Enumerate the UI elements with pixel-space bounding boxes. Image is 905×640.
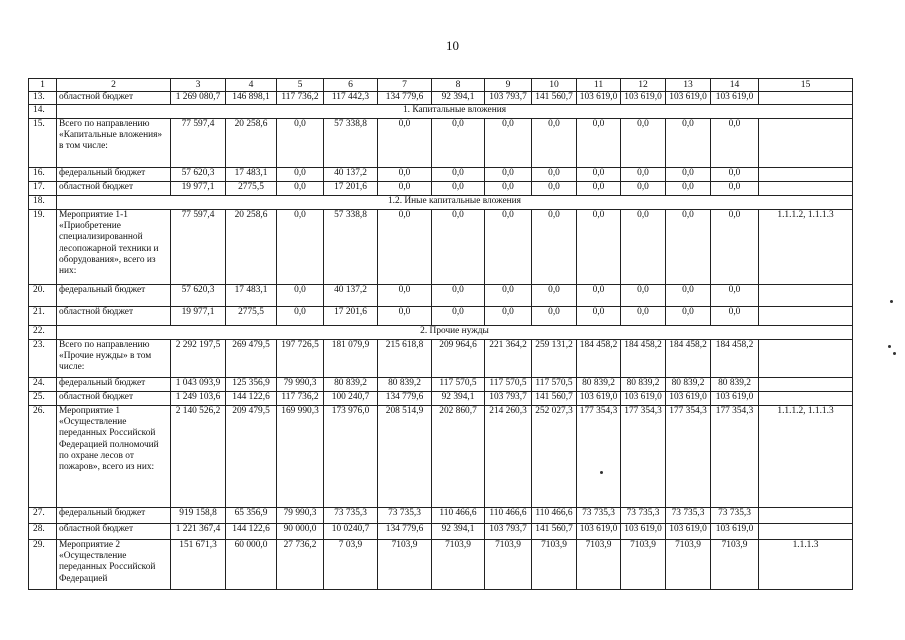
row-number: 23. (29, 340, 57, 378)
amount-cell: 0,0 (577, 168, 621, 182)
amount-cell: 221 364,2 (485, 340, 532, 378)
amount-cell: 117 570,5 (485, 378, 532, 392)
indicator-ref: 1.1.1.2, 1.1.1.3 (759, 210, 853, 285)
amount-cell: 209 479,5 (226, 406, 277, 508)
indicator-ref (759, 378, 853, 392)
amount-cell: 0,0 (621, 168, 666, 182)
amount-cell: 214 260,3 (485, 406, 532, 508)
column-header: 7 (378, 79, 432, 92)
amount-cell: 7103,9 (532, 540, 577, 590)
scan-speck (600, 471, 603, 474)
amount-cell: 2775,5 (226, 182, 277, 196)
amount-cell: 141 560,7 (532, 92, 577, 105)
amount-cell: 1 221 367,4 (171, 524, 226, 540)
amount-cell: 0,0 (711, 182, 759, 196)
amount-cell: 151 671,3 (171, 540, 226, 590)
amount-cell: 19 977,1 (171, 307, 226, 326)
amount-cell: 0,0 (432, 168, 485, 182)
indicator-ref (759, 92, 853, 105)
amount-cell: 110 466,6 (532, 508, 577, 524)
amount-cell: 0,0 (577, 182, 621, 196)
amount-cell: 103 619,0 (577, 524, 621, 540)
table-row (29, 540, 853, 590)
amount-cell: 79 990,3 (277, 378, 324, 392)
amount-cell: 177 354,3 (577, 406, 621, 508)
indicator-ref: 1.1.1.3 (759, 540, 853, 590)
section-title: 1.2. Иные капитальные вложения (57, 196, 853, 210)
row-name: федеральный бюджет (57, 285, 171, 307)
row-number: 25. (29, 392, 57, 406)
amount-cell: 146 898,1 (226, 92, 277, 105)
column-header: 13 (666, 79, 711, 92)
amount-cell: 169 990,3 (277, 406, 324, 508)
indicator-ref (759, 168, 853, 182)
amount-cell: 117 570,5 (432, 378, 485, 392)
amount-cell: 134 779,6 (378, 92, 432, 105)
amount-cell: 269 479,5 (226, 340, 277, 378)
amount-cell: 0,0 (432, 119, 485, 168)
amount-cell: 77 597,4 (171, 210, 226, 285)
amount-cell: 0,0 (666, 307, 711, 326)
section-row (29, 196, 853, 210)
amount-cell: 0,0 (378, 119, 432, 168)
amount-cell: 17 201,6 (324, 182, 378, 196)
table-row (29, 168, 853, 182)
amount-cell: 80 839,2 (577, 378, 621, 392)
amount-cell: 0,0 (532, 210, 577, 285)
row-name: федеральный бюджет (57, 508, 171, 524)
indicator-ref: 1.1.1.2, 1.1.1.3 (759, 406, 853, 508)
amount-cell: 17 483,1 (226, 168, 277, 182)
amount-cell: 177 354,3 (711, 406, 759, 508)
amount-cell: 73 735,3 (577, 508, 621, 524)
amount-cell: 0,0 (485, 210, 532, 285)
amount-cell: 103 793,7 (485, 92, 532, 105)
amount-cell: 0,0 (277, 168, 324, 182)
column-header: 11 (577, 79, 621, 92)
amount-cell: 0,0 (378, 182, 432, 196)
amount-cell: 0,0 (621, 182, 666, 196)
amount-cell: 17 201,6 (324, 307, 378, 326)
amount-cell: 0,0 (711, 168, 759, 182)
table-row (29, 524, 853, 540)
scan-speck (890, 300, 893, 303)
page-number: 10 (446, 38, 459, 53)
amount-cell: 0,0 (577, 285, 621, 307)
indicator-ref (759, 285, 853, 307)
row-number: 15. (29, 119, 57, 168)
amount-cell: 110 466,6 (432, 508, 485, 524)
row-name: областной бюджет (57, 307, 171, 326)
amount-cell: 0,0 (621, 210, 666, 285)
amount-cell: 125 356,9 (226, 378, 277, 392)
row-number: 14. (29, 105, 57, 119)
amount-cell: 103 619,0 (621, 392, 666, 406)
amount-cell: 0,0 (485, 307, 532, 326)
column-header: 3 (171, 79, 226, 92)
amount-cell: 103 619,0 (621, 524, 666, 540)
amount-cell: 117 736,2 (277, 392, 324, 406)
amount-cell: 110 466,6 (485, 508, 532, 524)
amount-cell: 0,0 (711, 210, 759, 285)
amount-cell: 0,0 (432, 307, 485, 326)
amount-cell: 209 964,6 (432, 340, 485, 378)
amount-cell: 184 458,2 (621, 340, 666, 378)
amount-cell: 7103,9 (577, 540, 621, 590)
amount-cell: 0,0 (532, 119, 577, 168)
amount-cell: 2 140 526,2 (171, 406, 226, 508)
amount-cell: 117 570,5 (532, 378, 577, 392)
amount-cell: 7103,9 (621, 540, 666, 590)
amount-cell: 2 292 197,5 (171, 340, 226, 378)
amount-cell: 103 793,7 (485, 392, 532, 406)
budget-table-body (29, 79, 853, 590)
amount-cell: 19 977,1 (171, 182, 226, 196)
amount-cell: 0,0 (577, 210, 621, 285)
amount-cell: 7103,9 (432, 540, 485, 590)
amount-cell: 80 839,2 (324, 378, 378, 392)
table-row (29, 285, 853, 307)
indicator-ref (759, 524, 853, 540)
amount-cell: 77 597,4 (171, 119, 226, 168)
amount-cell: 80 839,2 (666, 378, 711, 392)
amount-cell: 0,0 (432, 285, 485, 307)
amount-cell: 0,0 (621, 285, 666, 307)
amount-cell: 1 249 103,6 (171, 392, 226, 406)
amount-cell: 73 735,3 (711, 508, 759, 524)
amount-cell: 117 442,3 (324, 92, 378, 105)
amount-cell: 0,0 (432, 210, 485, 285)
amount-cell: 1 043 093,9 (171, 378, 226, 392)
amount-cell: 0,0 (711, 307, 759, 326)
row-name: Мероприятие 2 «Осуществление переданных Российской Федерацией (57, 540, 171, 590)
amount-cell: 0,0 (378, 168, 432, 182)
amount-cell: 60 000,0 (226, 540, 277, 590)
amount-cell: 79 990,3 (277, 508, 324, 524)
amount-cell: 40 137,2 (324, 168, 378, 182)
column-header: 9 (485, 79, 532, 92)
scan-speck (893, 352, 896, 355)
amount-cell: 40 137,2 (324, 285, 378, 307)
column-header: 10 (532, 79, 577, 92)
amount-cell: 0,0 (666, 182, 711, 196)
amount-cell: 7103,9 (485, 540, 532, 590)
row-name: областной бюджет (57, 92, 171, 105)
amount-cell: 7103,9 (711, 540, 759, 590)
column-header: 12 (621, 79, 666, 92)
row-name: областной бюджет (57, 524, 171, 540)
amount-cell: 73 735,3 (666, 508, 711, 524)
table-row (29, 378, 853, 392)
amount-cell: 65 356,9 (226, 508, 277, 524)
amount-cell: 7103,9 (666, 540, 711, 590)
amount-cell: 0,0 (577, 119, 621, 168)
amount-cell: 0,0 (666, 210, 711, 285)
row-number: 16. (29, 168, 57, 182)
amount-cell: 0,0 (621, 307, 666, 326)
amount-cell: 177 354,3 (666, 406, 711, 508)
amount-cell: 0,0 (432, 182, 485, 196)
amount-cell: 0,0 (485, 182, 532, 196)
amount-cell: 0,0 (378, 285, 432, 307)
amount-cell: 0,0 (666, 285, 711, 307)
amount-cell: 0,0 (378, 307, 432, 326)
table-row (29, 210, 853, 285)
indicator-ref (759, 392, 853, 406)
amount-cell: 92 394,1 (432, 524, 485, 540)
amount-cell: 0,0 (666, 119, 711, 168)
amount-cell: 134 779,6 (378, 524, 432, 540)
amount-cell: 73 735,3 (378, 508, 432, 524)
amount-cell: 0,0 (532, 285, 577, 307)
row-number: 20. (29, 285, 57, 307)
row-name: Мероприятие 1 «Осуществление переданных Российской Федерацией полномочий по охране лесов от пожаров», всего из них: (57, 406, 171, 508)
row-number: 29. (29, 540, 57, 590)
amount-cell: 20 258,6 (226, 119, 277, 168)
table-row (29, 92, 853, 105)
amount-cell: 0,0 (711, 285, 759, 307)
amount-cell: 215 618,8 (378, 340, 432, 378)
amount-cell: 0,0 (277, 285, 324, 307)
amount-cell: 0,0 (277, 182, 324, 196)
amount-cell: 0,0 (666, 168, 711, 182)
amount-cell: 90 000,0 (277, 524, 324, 540)
row-name: федеральный бюджет (57, 378, 171, 392)
table-header-row (29, 79, 853, 92)
amount-cell: 1 269 080,7 (171, 92, 226, 105)
row-number: 27. (29, 508, 57, 524)
amount-cell: 100 240,7 (324, 392, 378, 406)
row-number: 18. (29, 196, 57, 210)
amount-cell: 202 860,7 (432, 406, 485, 508)
row-number: 22. (29, 326, 57, 340)
amount-cell: 103 619,0 (577, 392, 621, 406)
amount-cell: 259 131,2 (532, 340, 577, 378)
amount-cell: 184 458,2 (577, 340, 621, 378)
amount-cell: 57 338,8 (324, 119, 378, 168)
section-title: 2. Прочие нужды (57, 326, 853, 340)
amount-cell: 173 976,0 (324, 406, 378, 508)
amount-cell: 0,0 (711, 119, 759, 168)
amount-cell: 27 736,2 (277, 540, 324, 590)
row-name: Мероприятие 1-1 «Приобретение специализированной лесопожарной техники и оборудования», всего из них: (57, 210, 171, 285)
indicator-ref (759, 307, 853, 326)
row-name: Всего по направлению «Капитальные вложения» в том числе: (57, 119, 171, 168)
amount-cell: 20 258,6 (226, 210, 277, 285)
amount-cell: 103 619,0 (666, 392, 711, 406)
amount-cell: 141 560,7 (532, 524, 577, 540)
row-name: Всего по направлению «Прочие нужды» в том числе: (57, 340, 171, 378)
amount-cell: 7103,9 (378, 540, 432, 590)
amount-cell: 17 483,1 (226, 285, 277, 307)
amount-cell: 0,0 (485, 119, 532, 168)
amount-cell: 177 354,3 (621, 406, 666, 508)
amount-cell: 0,0 (277, 307, 324, 326)
amount-cell: 144 122,6 (226, 524, 277, 540)
row-number: 28. (29, 524, 57, 540)
amount-cell: 103 619,0 (577, 92, 621, 105)
column-header: 1 (29, 79, 57, 92)
amount-cell: 184 458,2 (711, 340, 759, 378)
amount-cell: 181 079,9 (324, 340, 378, 378)
amount-cell: 103 793,7 (485, 524, 532, 540)
amount-cell: 57 620,3 (171, 168, 226, 182)
amount-cell: 73 735,3 (621, 508, 666, 524)
amount-cell: 80 839,2 (621, 378, 666, 392)
amount-cell: 252 027,3 (532, 406, 577, 508)
amount-cell: 184 458,2 (666, 340, 711, 378)
amount-cell: 0,0 (277, 119, 324, 168)
amount-cell: 73 735,3 (324, 508, 378, 524)
amount-cell: 197 726,5 (277, 340, 324, 378)
row-name: областной бюджет (57, 182, 171, 196)
amount-cell: 57 338,8 (324, 210, 378, 285)
section-row (29, 326, 853, 340)
column-header: 15 (759, 79, 853, 92)
amount-cell: 0,0 (277, 210, 324, 285)
amount-cell: 103 619,0 (711, 524, 759, 540)
column-header: 14 (711, 79, 759, 92)
amount-cell: 103 619,0 (711, 92, 759, 105)
row-number: 24. (29, 378, 57, 392)
row-name: федеральный бюджет (57, 168, 171, 182)
amount-cell: 103 619,0 (621, 92, 666, 105)
amount-cell: 0,0 (621, 119, 666, 168)
amount-cell: 0,0 (532, 307, 577, 326)
amount-cell: 103 619,0 (666, 92, 711, 105)
table-row (29, 406, 853, 508)
row-number: 17. (29, 182, 57, 196)
amount-cell: 0,0 (378, 210, 432, 285)
row-number: 13. (29, 92, 57, 105)
scan-speck (888, 345, 891, 348)
column-header: 4 (226, 79, 277, 92)
amount-cell: 57 620,3 (171, 285, 226, 307)
amount-cell: 0,0 (485, 285, 532, 307)
indicator-ref (759, 508, 853, 524)
amount-cell: 103 619,0 (666, 524, 711, 540)
table-row (29, 119, 853, 168)
amount-cell: 919 158,8 (171, 508, 226, 524)
amount-cell: 208 514,9 (378, 406, 432, 508)
amount-cell: 10 0240,7 (324, 524, 378, 540)
indicator-ref (759, 182, 853, 196)
amount-cell: 0,0 (532, 182, 577, 196)
table-row (29, 307, 853, 326)
row-number: 19. (29, 210, 57, 285)
amount-cell: 92 394,1 (432, 92, 485, 105)
amount-cell: 117 736,2 (277, 92, 324, 105)
amount-cell: 134 779,6 (378, 392, 432, 406)
indicator-ref (759, 119, 853, 168)
amount-cell: 7 03,9 (324, 540, 378, 590)
section-row (29, 105, 853, 119)
row-number: 26. (29, 406, 57, 508)
amount-cell: 2775,5 (226, 307, 277, 326)
budget-table (28, 78, 853, 590)
section-title: 1. Капитальные вложения (57, 105, 853, 119)
amount-cell: 80 839,2 (378, 378, 432, 392)
table-row (29, 340, 853, 378)
amount-cell: 0,0 (485, 168, 532, 182)
amount-cell: 103 619,0 (711, 392, 759, 406)
row-number: 21. (29, 307, 57, 326)
amount-cell: 92 394,1 (432, 392, 485, 406)
amount-cell: 0,0 (577, 307, 621, 326)
amount-cell: 141 560,7 (532, 392, 577, 406)
table-row (29, 392, 853, 406)
column-header: 6 (324, 79, 378, 92)
table-row (29, 182, 853, 196)
column-header: 5 (277, 79, 324, 92)
amount-cell: 0,0 (532, 168, 577, 182)
amount-cell: 80 839,2 (711, 378, 759, 392)
column-header: 2 (57, 79, 171, 92)
column-header: 8 (432, 79, 485, 92)
indicator-ref (759, 340, 853, 378)
table-row (29, 508, 853, 524)
row-name: областной бюджет (57, 392, 171, 406)
amount-cell: 144 122,6 (226, 392, 277, 406)
